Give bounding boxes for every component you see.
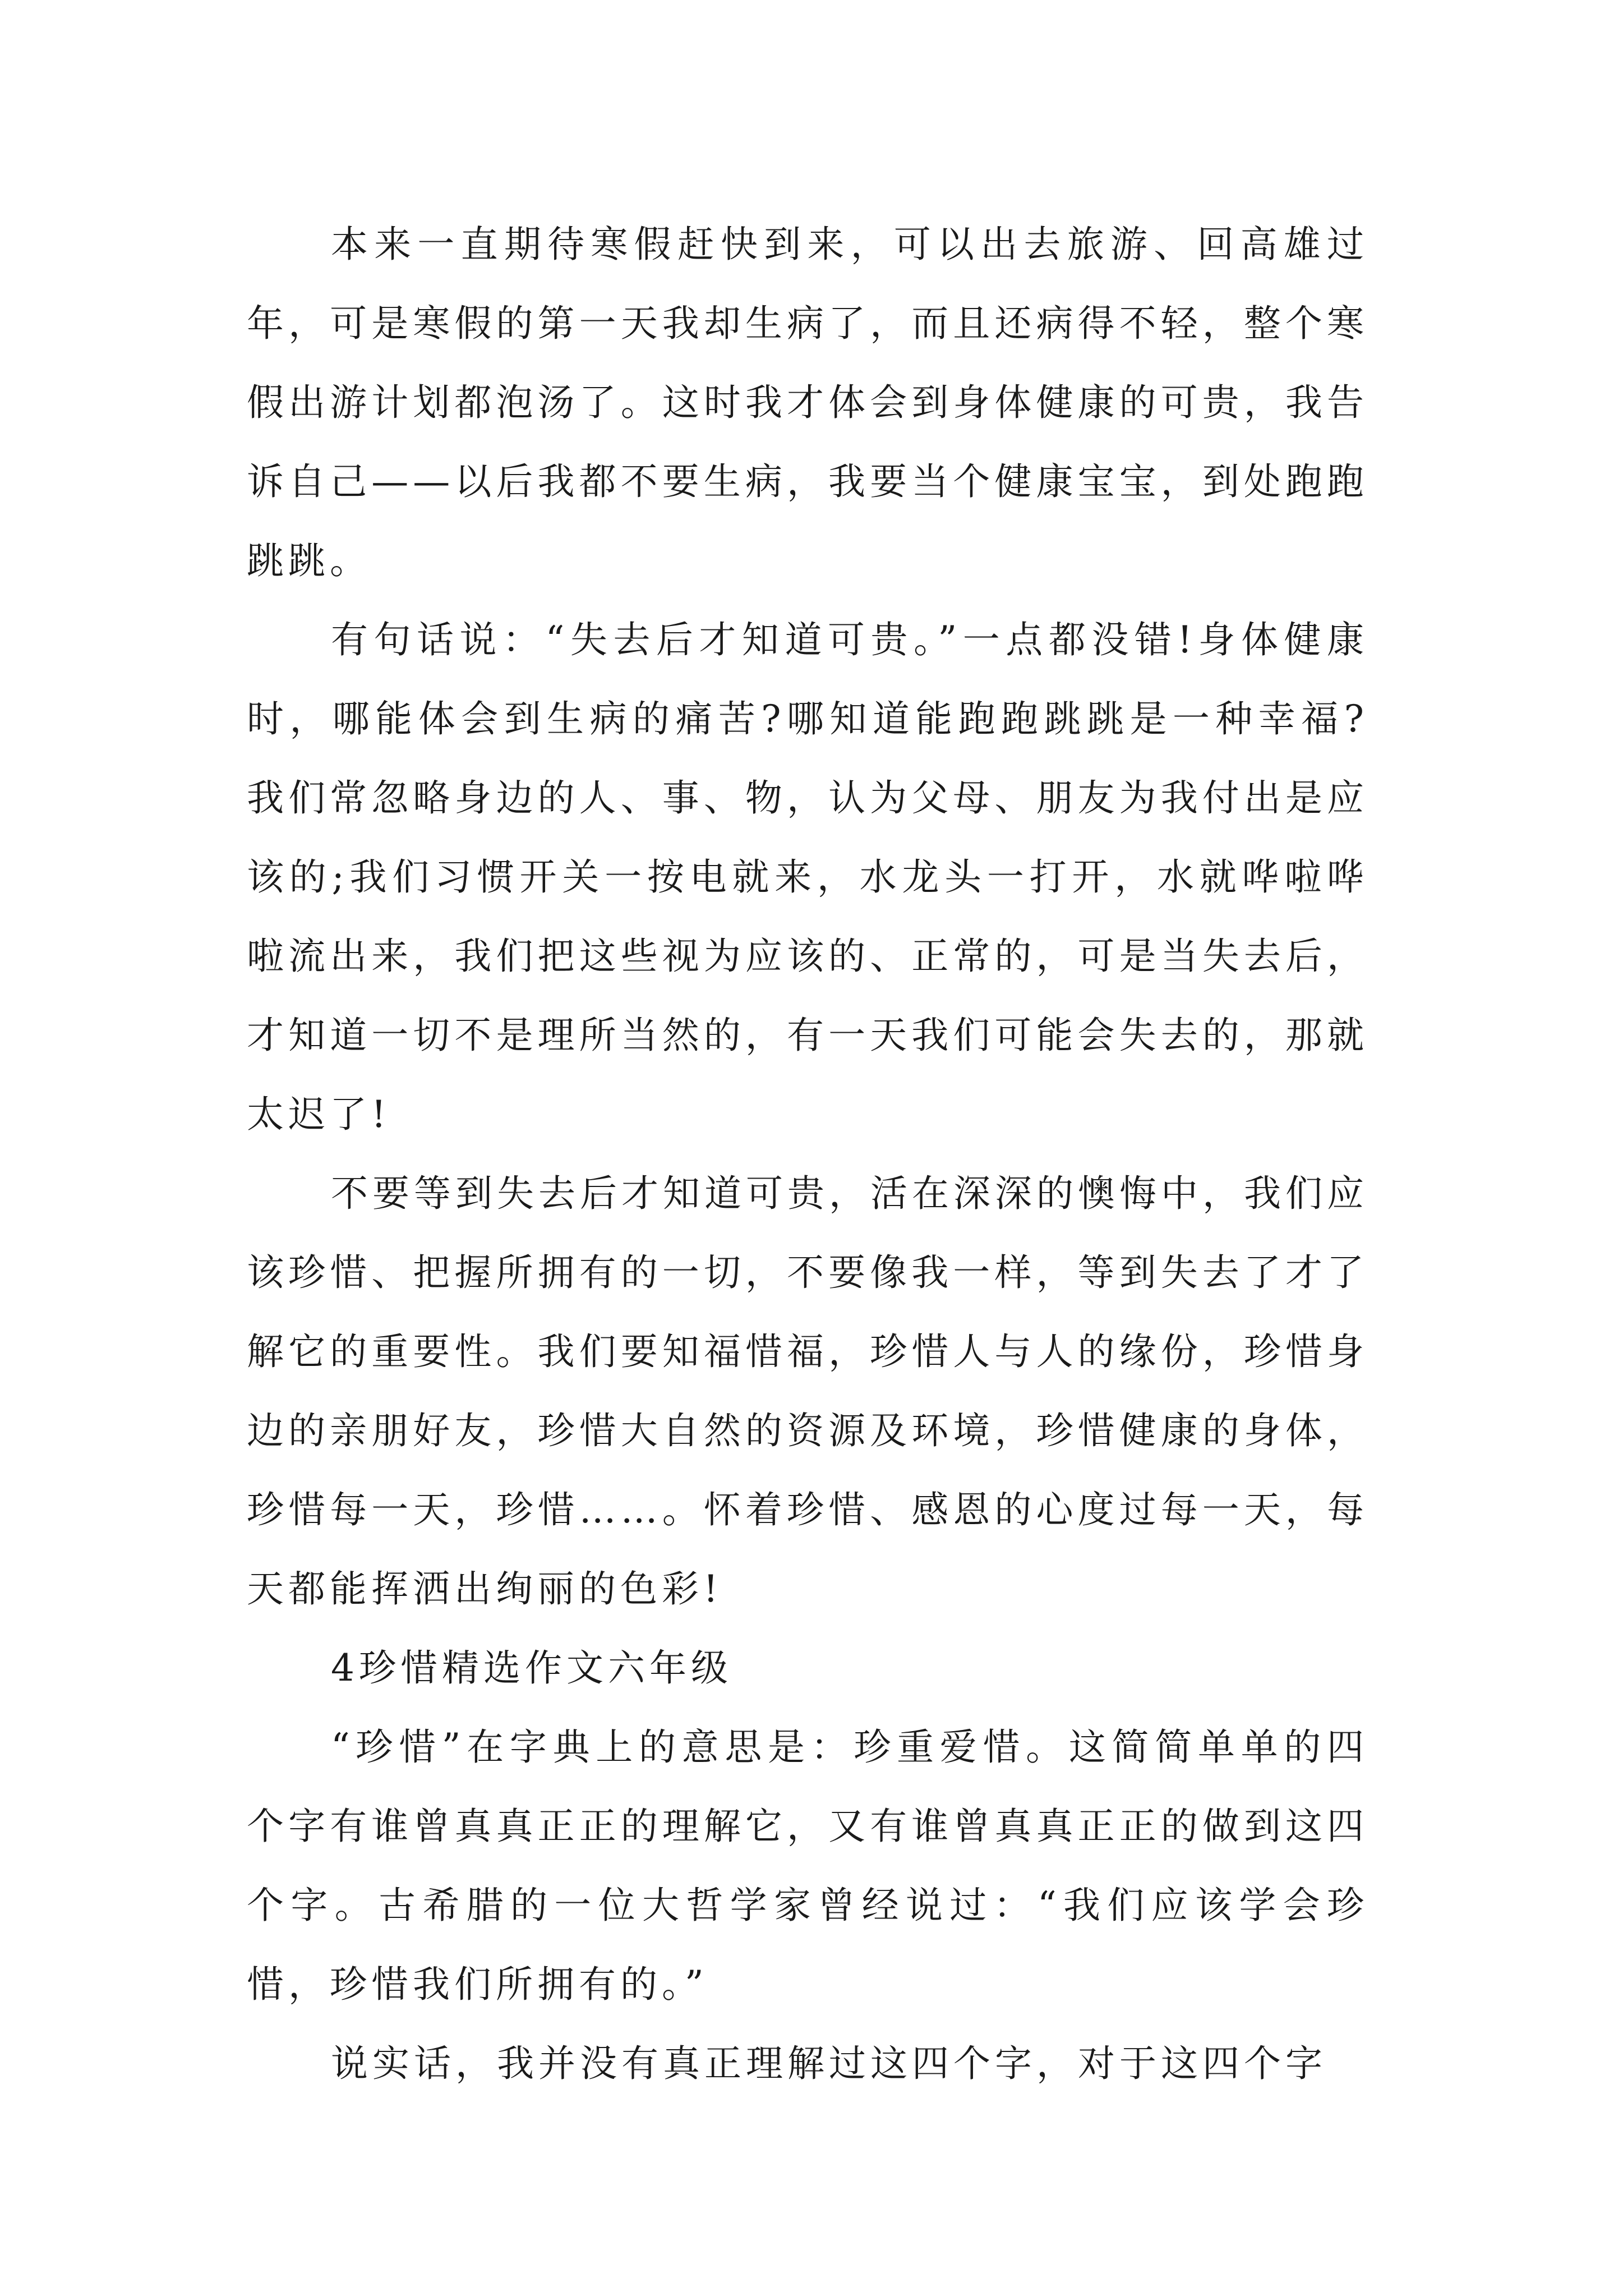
paragraph-1: 本来一直期待寒假赶快到来，可以出去旅游、回高雄过年，可是寒假的第一天我却生病了，而且还病得不轻，整个寒假出游计划都泡汤了。这时我才体会到身体健康的可贵，我告诉自己——以后我都不要生病，我要当个健康宝宝，到处跑跑跳跳。 <box>247 223 1368 582</box>
document-body <box>247 205 1368 2103</box>
paragraph-3: 不要等到失去后才知道可贵，活在深深的懊悔中，我们应该珍惜、把握所拥有的一切，不要像我一样，等到失去了才了解它的重要性。我们要知福惜福，珍惜人与人的缘份，珍惜身边的亲朋好友，珍惜大自然的资源及环境，珍惜健康的身体，珍惜每一天，珍惜……。怀着珍惜、感恩的心度过每一天，每天都能挥洒出绚丽的色彩! <box>247 1172 1368 1611</box>
section-title: 4珍惜精选作文六年级 <box>331 1646 732 1690</box>
paragraph-2: 有句话说：“失去后才知道可贵。”一点都没错!身体健康时，哪能体会到生病的痛苦?哪知道能跑跑跳跳是一种幸福?我们常忽略身边的人、事、物，认为父母、朋友为我付出是应该的;我们习惯开关一按电就来，水龙头一打开，水就哗啦哗啦流出来，我们把这些视为应该的、正常的，可是当失去后，才知道一切不是理所当然的，有一天我们可能会失去的，那就太迟了! <box>247 618 1368 1136</box>
paragraph-4: “珍惜”在字典上的意思是：珍重爱惜。这简简单单的四个字有谁曾真真正正的理解它，又有谁曾真真正正的做到这四个字。古希腊的一位大哲学家曾经说过：“我们应该学会珍惜，珍惜我们所拥有的。” <box>247 1726 1368 2006</box>
paragraph-5: 说实话，我并没有真正理解过这四个字，对于这四个字 <box>331 2042 1327 2085</box>
